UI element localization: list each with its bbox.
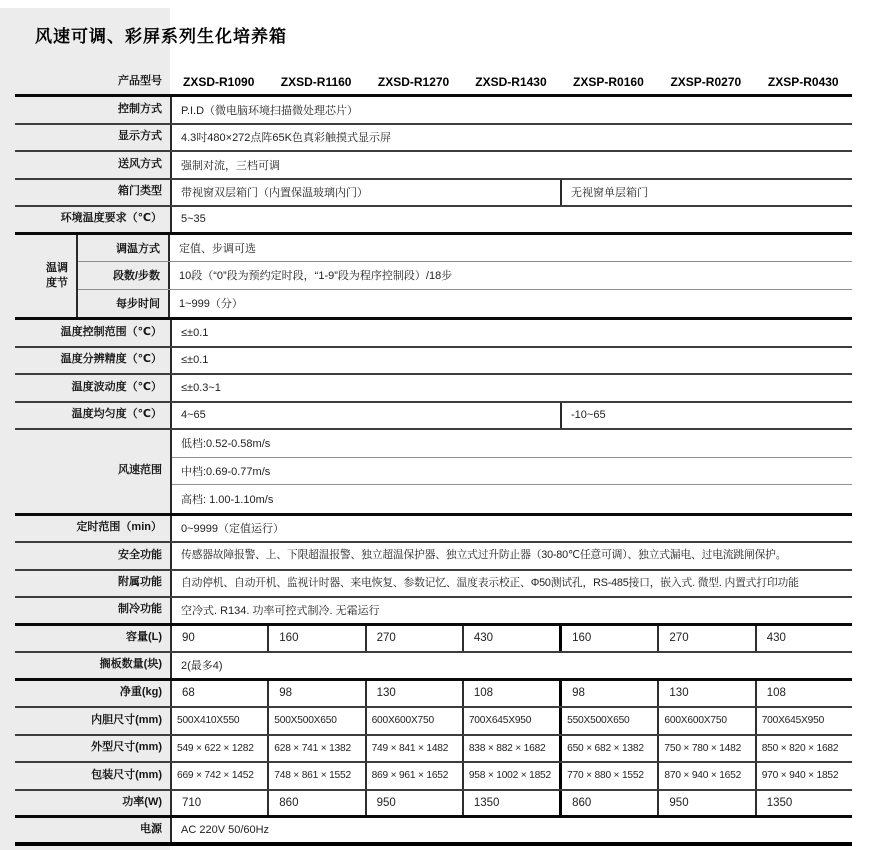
row-label: 功率(W): [122, 795, 162, 808]
row-value: P.I.D（微电脑环境扫描微处理芯片）: [170, 97, 852, 123]
model-name: ZXSD-R1430: [475, 75, 547, 89]
cell: 750 × 780 × 1482: [657, 736, 754, 762]
row-label: 电源: [140, 822, 162, 835]
row-value: 10段（“0”段为预约定时段，“1-9”段为程序控制段）/18步: [168, 262, 852, 289]
row-label: 制冷功能: [118, 603, 162, 616]
cell: 870 × 940 × 1652: [657, 763, 754, 789]
wind-high: 高档: 1.00-1.10m/s: [181, 493, 274, 506]
row-label: 包装尺寸(mm): [91, 768, 162, 781]
row-label: 温度控制范围（℃）: [60, 325, 162, 338]
model-name: ZXSP-R0160: [573, 75, 644, 89]
cell: 770 × 880 × 1552: [559, 763, 657, 789]
cell: 500X500X650: [267, 708, 364, 734]
row-value: 2(最多4): [170, 653, 852, 678]
row-temp-resolution: [15, 348, 852, 376]
row-label: 搁板数量(块): [99, 658, 162, 671]
row-ambient-temp: [15, 207, 852, 235]
cell: 650 × 682 × 1382: [559, 736, 657, 762]
cell: 430: [755, 626, 852, 652]
cell: 108: [462, 681, 559, 707]
model-name: ZXSD-R1270: [377, 75, 450, 89]
table-header-row: [15, 70, 852, 97]
row-value: ≤±0.3~1: [170, 375, 852, 401]
spec-table: [15, 70, 852, 846]
row-value: ≤±0.1: [170, 320, 852, 346]
cell: 700X645X950: [755, 708, 852, 734]
row-power: [15, 791, 852, 819]
cell: 98: [267, 681, 364, 707]
value-cells: [170, 681, 852, 707]
row-control-method: [15, 97, 852, 125]
row-temp-fluctuation: [15, 375, 852, 403]
row-label: 温度波动度（℃）: [71, 380, 162, 393]
row-timer-range: [15, 516, 852, 544]
row-temp-control-range: [15, 320, 852, 348]
row-label: 每步时间: [116, 298, 160, 311]
row-label: 净重(kg): [119, 686, 162, 699]
value-cells: [170, 763, 852, 789]
cell: 500X410X550: [170, 708, 267, 734]
cell: 550X500X650: [559, 708, 657, 734]
row-value: 传感器故障报警、上、下限超温报警、独立超温保护器、独立式过升防止器（30-80℃任意可调）、独立式漏电、过电流跳闸保护。: [170, 543, 852, 569]
model-name: ZXSP-R0270: [670, 75, 742, 89]
cell: 108: [755, 681, 852, 707]
row-value: 4.3吋480×272点阵65K色真彩触摸式显示屏: [170, 125, 852, 151]
row-value: 1~999（分）: [168, 290, 852, 318]
row-value-left: 4~65: [170, 403, 560, 429]
row-value-right: 无视窗单层箱门: [560, 180, 852, 206]
row-power-supply: [15, 818, 852, 846]
group-inner: [78, 235, 852, 318]
row-value: AC 220V 50/60Hz: [170, 818, 852, 842]
row-value: 定值、步调可选: [168, 235, 852, 262]
cell: 669 × 742 × 1452: [170, 763, 267, 789]
value-cells: [170, 708, 852, 734]
row-value: ≤±0.1: [170, 348, 852, 374]
row-label: 显示方式: [118, 130, 162, 143]
row-inner-size: [15, 708, 852, 736]
cell: 970 × 940 × 1852: [755, 763, 852, 789]
row-value: 空冷式. R134. 功率可控式制冷. 无霜运行: [170, 598, 852, 623]
wind-mid: 中档:0.69-0.77m/s: [172, 458, 852, 486]
group-label: [15, 235, 78, 318]
row-temp-mode: [78, 235, 852, 263]
model-name: ZXSD-R1160: [280, 75, 352, 89]
cell: 748 × 861 × 1552: [267, 763, 364, 789]
row-step-time: [78, 290, 852, 318]
cell: 710: [170, 791, 267, 816]
row-accessory-functions: [15, 571, 852, 599]
value-cells: [170, 791, 852, 816]
cell: 1350: [462, 791, 559, 816]
cell: 130: [657, 681, 754, 707]
wind-low: 低档:0.52-0.58m/s: [172, 430, 852, 458]
cell: 90: [170, 626, 267, 652]
row-label: 安全功能: [118, 548, 162, 561]
cell: 850 × 820 × 1682: [755, 736, 852, 762]
model-name: ZXSD-R1090: [183, 75, 255, 89]
page-title: 风速可调、彩屏系列生化培养箱: [35, 27, 287, 46]
row-outer-size: [15, 736, 852, 764]
cell: 860: [267, 791, 364, 816]
cell: 130: [365, 681, 462, 707]
row-label: 控制方式: [118, 102, 162, 115]
row-label: 调温方式: [116, 242, 160, 255]
row-safety-functions: [15, 543, 852, 571]
row-value: 0~9999（定值运行）: [170, 516, 852, 542]
row-value: 自动停机、自动开机、监视计时器、来电恢复、参数记忆、温度表示校正、Φ50测试孔，RS-485接口，嵌入式. 微型. 内置式打印功能: [170, 571, 852, 597]
cell: 160: [267, 626, 364, 652]
header-label: 产品型号: [118, 75, 162, 88]
row-label: 内胆尺寸(mm): [91, 713, 162, 726]
row-label: 温度均匀度（℃）: [71, 408, 162, 421]
row-display-method: [15, 125, 852, 153]
cell: 270: [365, 626, 462, 652]
cell: 950: [657, 791, 754, 816]
cell: 68: [170, 681, 267, 707]
row-package-size: [15, 763, 852, 791]
row-label: 送风方式: [118, 157, 162, 170]
row-airflow-method: [15, 152, 852, 180]
row-label: 容量(L): [125, 631, 162, 644]
cell: 600X600X750: [657, 708, 754, 734]
row-label: 附属功能: [118, 576, 162, 589]
row-label: 温度分辨精度（℃）: [60, 353, 162, 366]
cell: 628 × 741 × 1382: [267, 736, 364, 762]
row-label: 环境温度要求（℃）: [60, 212, 162, 225]
row-label: 风速范围: [118, 464, 162, 477]
cell: 958 × 1002 × 1852: [462, 763, 559, 789]
row-label: 定时范围（min）: [76, 521, 162, 534]
value-cells: [170, 736, 852, 762]
row-temp-uniformity: [15, 403, 852, 431]
row-net-weight: [15, 681, 852, 709]
cell: 700X645X950: [462, 708, 559, 734]
model-name: ZXSP-R0430: [767, 75, 839, 89]
cell: 749 × 841 × 1482: [365, 736, 462, 762]
cell: 869 × 961 × 1652: [365, 763, 462, 789]
wind-speed-levels: [170, 430, 852, 513]
cell: 160: [559, 626, 657, 652]
row-value-left: 带视窗双层箱门（内置保温玻璃内门）: [170, 180, 560, 206]
row-segments-steps: [78, 262, 852, 290]
row-label: 箱门类型: [118, 185, 162, 198]
row-value-right: -10~65: [560, 403, 852, 429]
group-label-text: 温调度节: [46, 261, 68, 289]
row-door-type: [15, 180, 852, 208]
cell: 549 × 622 × 1282: [170, 736, 267, 762]
row-label: 外型尺寸(mm): [91, 741, 162, 754]
cell: 98: [559, 681, 657, 707]
value-cells: [170, 626, 852, 652]
cell: 1350: [755, 791, 852, 816]
cell: 430: [462, 626, 559, 652]
cell: 860: [559, 791, 657, 816]
row-group-temp-adjust: [15, 235, 852, 321]
row-wind-speed-range: [15, 430, 852, 516]
row-shelf-count: [15, 653, 852, 681]
cell: 270: [657, 626, 754, 652]
row-value: 强制对流，三档可调: [170, 152, 852, 178]
cell: 838 × 882 × 1682: [462, 736, 559, 762]
row-value: 5~35: [170, 207, 852, 232]
cell: 950: [365, 791, 462, 816]
row-capacity: [15, 626, 852, 654]
row-label: 段数/步数: [112, 270, 160, 283]
row-cooling-function: [15, 598, 852, 626]
cell: 600X600X750: [365, 708, 462, 734]
